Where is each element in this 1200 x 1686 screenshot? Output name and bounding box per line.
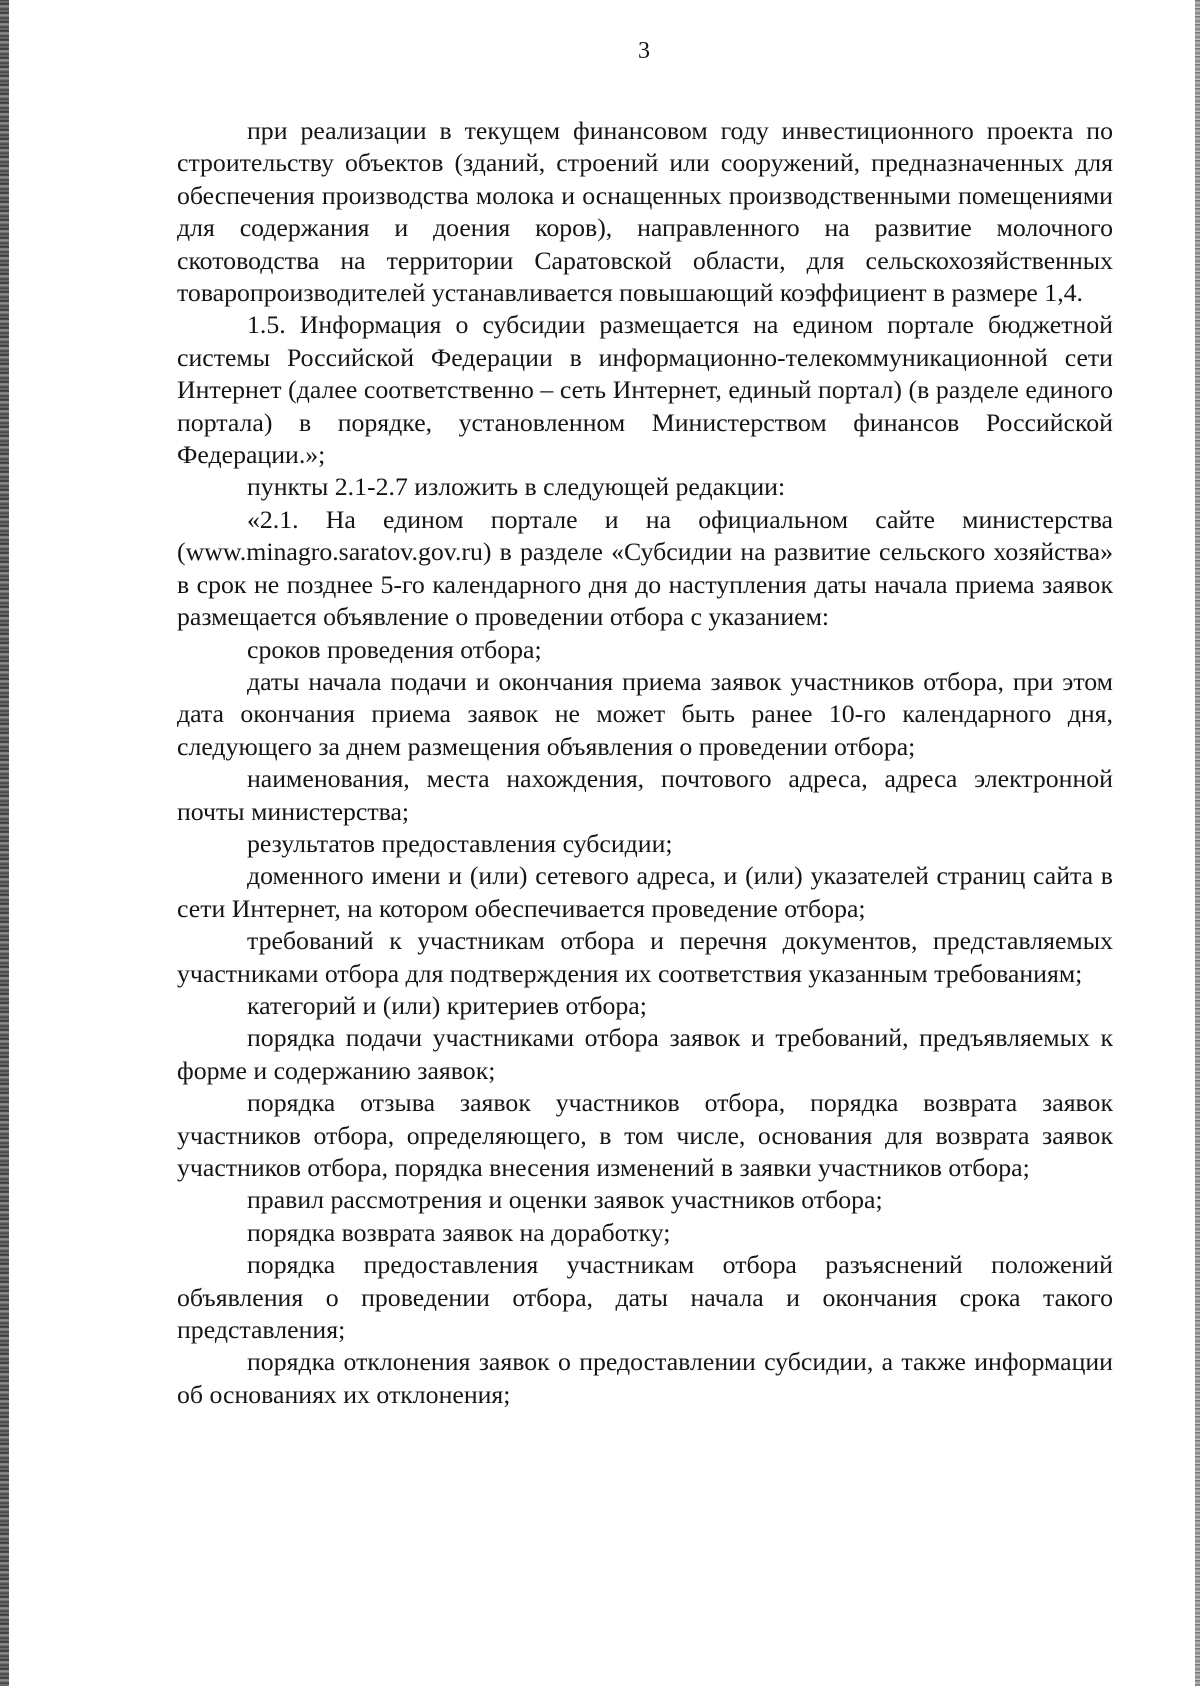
- list-item: порядка возврата заявок на доработку;: [247, 1217, 671, 1247]
- page-number: 3: [638, 38, 650, 64]
- paragraph-coefficient: при реализации в текущем финансовом году инвестиционного проекта по строительству объектов (зданий, строений или сооружений, предназначенных для обеспечения производства молока и оснащенных производственными помещениями для содержания и доения коров), направленного на развитие молочного скотоводства на территории Саратовской области, для сельскохозяйственных товаропроизводителей устанавливается повышающий коэффициент в размере 1,4.: [177, 116, 1113, 308]
- scan-edge-left: [0, 0, 9, 1686]
- paragraph-1-5: 1.5. Информация о субсидии размещается на едином портале бюджетной системы Российской Федерации в информационно-телекоммуникационной сети Интернет (далее соответственно – сеть Интернет, единый портал) (в разделе единого портала) в порядке, установленном Министерством финансов Российской Федерации.»;: [177, 310, 1113, 470]
- list-item: категорий и (или) критериев отбора;: [247, 990, 647, 1020]
- document-body: [177, 115, 1113, 1411]
- list-item: даты начала подачи и окончания приема заявок участников отбора, при этом дата окончания приема заявок не может быть ранее 10-го календарного дня, следующего за днем размещения объявления о проведении отбора;: [177, 666, 1113, 761]
- list-item: требований к участникам отбора и перечня документов, представляемых участниками отбора для подтверждения их соответствия указанным требованиям;: [177, 926, 1113, 988]
- list-item: порядка отклонения заявок о предоставлении субсидии, а также информации об основаниях их отклонения;: [177, 1347, 1113, 1409]
- paragraph-2-1: «2.1. На едином портале и на официальном сайте министерства (www.minagro.saratov.gov.ru) в разделе «Субсидии на развитие сельского хозяйства» в срок не позднее 5-го календарного дня до наступления даты начала приема заявок размещается объявление о проведении отбора с указанием:: [177, 504, 1113, 632]
- list-item: результатов предоставления субсидии;: [247, 828, 673, 858]
- scan-edge-right: [1195, 0, 1200, 1686]
- list-item: доменного имени и (или) сетевого адреса, и (или) указателей страниц сайта в сети Интернет, на котором обеспечивается проведение отбора;: [177, 861, 1113, 923]
- list-item: порядка отзыва заявок участников отбора, порядка возврата заявок участников отбора, определяющего, в том числе, основания для возврата заявок участников отбора, порядка внесения изменений в заявки участников отбора;: [177, 1088, 1113, 1182]
- paragraph-amendment-intro: пункты 2.1-2.7 изложить в следующей редакции:: [247, 472, 786, 502]
- list-item: порядка предоставления участникам отбора разъяснений положений объявления о проведении отбора, даты начала и окончания срока такого представления;: [177, 1250, 1113, 1345]
- list-item: сроков проведения отбора;: [247, 634, 542, 664]
- list-item: наименования, места нахождения, почтового адреса, адреса электронной почты министерства;: [177, 764, 1113, 826]
- list-item: порядка подачи участниками отбора заявок и требований, предъявляемых к форме и содержанию заявок;: [177, 1023, 1113, 1085]
- list-item: правил рассмотрения и оценки заявок участников отбора;: [247, 1185, 883, 1215]
